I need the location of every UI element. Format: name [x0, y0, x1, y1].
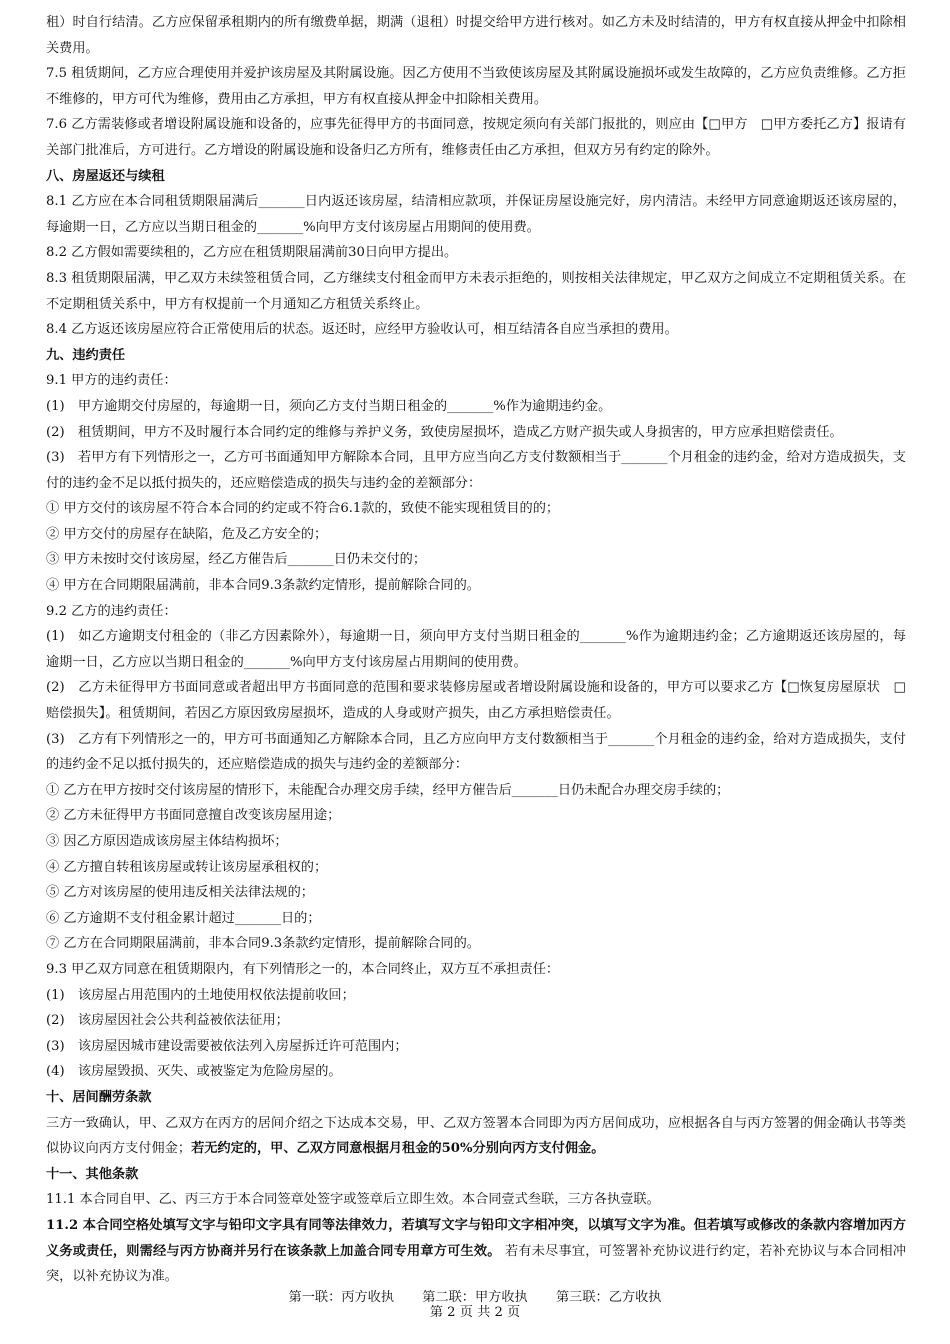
clause-paragraph: 7.6 乙方需装修或者增设附属设施和设备的，应事先征得甲方的书面同意，按规定须向有关部门报批的，则应由【□甲方 □甲方委托乙方】报请有关部门批准后，方可进行。乙方增设的附属设施和设备归乙方所有，维修责任由乙方承担，但双方另有约定的除外。 — [46, 117, 906, 158]
copy-3-label: 第三联：乙方收执 — [555, 1290, 662, 1305]
clause-paragraph: ② 甲方交付的房屋存在缺陷，危及乙方安全的； — [46, 526, 328, 542]
clause-paragraph: ④ 甲方在合同期限届满前，非本合同9.3条款约定情形，提前解除合同的。 — [46, 578, 480, 594]
clause-paragraph: (4) 该房屋毁损、灭失、或被鉴定为危险房屋的。 — [46, 1064, 342, 1080]
clause-paragraph: ⑦ 乙方在合同期限届满前，非本合同9.3条款约定情形，提前解除合同的。 — [46, 936, 480, 952]
clause-paragraph: (1) 如乙方逾期支付租金的（非乙方因素除外），每逾期一日，须向甲方支付当期日租金的_______%作为逾期违约金；乙方逾期返还该房屋的，每逾期一日，乙方应以当期日租金的_______%向甲方支付该房屋占用期间的使用费。 — [46, 629, 906, 670]
bold-clause-text: 11.2 本合同空格处填写文字与铅印文字具有同等法律效力，若填写文字与铅印文字相冲突，以填写文字为准。但若填写或修改的条款内容增加丙方义务或责任，则需经与丙方协商并另行在该条款上加盖合同专用章方可生效。 — [46, 1217, 906, 1259]
clause-paragraph: 8.4 乙方返还该房屋应符合正常使用后的状态。返还时，应经甲方验收认可，相互结清各自应当承担的费用。 — [46, 322, 678, 338]
clause-paragraph: ③ 甲方未按时交付该房屋，经乙方催告后_______日仍未交付的； — [46, 552, 427, 568]
clause-paragraph: ② 乙方未征得甲方书面同意擅自改变该房屋用途； — [46, 808, 341, 824]
clause-paragraph — [46, 1213, 906, 1290]
clause-paragraph: (2) 租赁期间，甲方不及时履行本合同约定的维修与养护义务，致使房屋损坏，造成乙方财产损失或人身损害的，甲方应承担赔偿责任。 — [46, 424, 843, 440]
contract-body — [46, 10, 906, 1290]
copy-distribution — [0, 1290, 950, 1305]
page-number: 第 2 页 共 2 页 — [429, 1305, 521, 1320]
clause-paragraph: 11.1 本合同自甲、乙、丙三方于本合同签章处签字或签章后立即生效。本合同壹式叁联，三方各执壹联。 — [46, 1192, 660, 1208]
clause-paragraph: 9.2 乙方的违约责任： — [46, 603, 177, 619]
clause-paragraph — [46, 1111, 906, 1162]
clause-paragraph: 7.5 租赁期间，乙方应合理使用并爱护该房屋及其附属设施。因乙方使用不当致使该房屋及其附属设施损坏或发生故障的，乙方应负责维修。乙方拒不维修的，甲方可代为维修，费用由乙方承担，甲方有权直接从押金中扣除相关费用。 — [46, 66, 906, 107]
clause-paragraph: ① 乙方在甲方按时交付该房屋的情形下，未能配合办理交房手续，经甲方催告后_______日仍未配合办理交房手续的； — [46, 782, 730, 798]
clause-paragraph: (2) 该房屋因社会公共利益被依法征用； — [46, 1013, 289, 1029]
clause-paragraph: ⑥ 乙方逾期不支付租金累计超过_______日的； — [46, 910, 321, 926]
clause-paragraph: (3) 该房屋因城市建设需要被依法列入房屋拆迁许可范围内； — [46, 1038, 408, 1054]
clause-paragraph: 8.3 租赁期限届满，甲乙双方未续签租赁合同，乙方继续支付租金而甲方未表示拒绝的，则按相关法律规定，甲乙双方之间成立不定期租赁关系。在不定期租赁关系中，甲方有权提前一个月通知乙方租赁关系终止。 — [46, 270, 906, 312]
page-footer — [0, 1290, 950, 1320]
clause-paragraph: (3) 乙方有下列情形之一的，甲方可书面通知乙方解除本合同，且乙方应向甲方支付数额相当于_______个月租金的违约金，给对方造成损失，支付的违约金不足以抵付损失的，还应赔偿造成的损失与违约金的差额部分： — [46, 731, 906, 773]
clause-paragraph: ③ 因乙方原因造成该房屋主体结构损坏； — [46, 834, 288, 849]
bold-clause-text: 若无约定的，甲、乙双方同意根据月租金的50%分别向丙方支付佣金。 — [191, 1141, 605, 1157]
clause-paragraph: 9.1 甲方的违约责任： — [46, 373, 177, 389]
section-heading: 九、违约责任 — [46, 347, 126, 363]
clause-paragraph: 租）时自行结清。乙方应保留承租期内的所有缴费单据，期满（退租）时提交给甲方进行核对。如乙方未及时结清的，甲方有权直接从押金中扣除相关费用。 — [46, 15, 906, 56]
clause-paragraph: (1) 该房屋占用范围内的土地使用权依法提前收回； — [46, 987, 355, 1003]
copy-2-label: 第二联：甲方收执 — [422, 1290, 528, 1305]
clause-paragraph: ① 甲方交付的该房屋不符合本合同的约定或不符合6.1款的，致使不能实现租赁目的的； — [46, 501, 560, 517]
clause-paragraph: ⑤ 乙方对该房屋的使用违反相关法律法规的； — [46, 885, 314, 901]
clause-paragraph: (3) 若甲方有下列情形之一，乙方可书面通知甲方解除本合同，且甲方应当向乙方支付数额相当于_______个月租金的违约金，给对方造成损失，支付的违约金不足以抵付损失的，还应赔偿造成的损失与违约金的差额部分： — [46, 450, 906, 491]
section-heading: 十一、其他条款 — [46, 1166, 139, 1182]
clause-paragraph: 8.2 乙方假如需要续租的，乙方应在租赁期限届满前30日向甲方提出。 — [46, 245, 458, 261]
section-heading: 八、房屋返还与续租 — [46, 168, 165, 184]
clause-paragraph: (1) 甲方逾期交付房屋的，每逾期一日，须向乙方支付当期日租金的_______%作为逾期违约金。 — [46, 398, 612, 414]
copy-1-label: 第一联：丙方收执 — [288, 1290, 395, 1305]
clause-text: 三方一致确认，甲、乙双方在丙方的居间介绍之下达成本交易，甲、乙双方签署本合同即为丙方居间成功，应根据各自与丙方签署的佣金确认书等类似协议向丙方支付佣金； — [46, 1115, 906, 1157]
section-heading: 十、居间酬劳条款 — [46, 1089, 152, 1105]
clause-paragraph: 8.1 乙方应在本合同租赁期限届满后_______日内返还该房屋，结清相应款项，并保证房屋设施完好，房内清洁。未经甲方同意逾期返还该房屋的，每逾期一日，乙方应以当期日租金的_______%向甲方支付该房屋占用期间的使用费。 — [46, 194, 906, 235]
clause-paragraph: 9.3 甲乙双方同意在租赁期限内，有下列情形之一的，本合同终止，双方互不承担责任： — [46, 961, 560, 977]
clause-text: 若有未尽事宜，可签署补充协议进行约定，若补充协议与本合同相冲突，以补充协议为准。 — [46, 1243, 906, 1285]
clause-paragraph: ④ 乙方擅自转租该房屋或转让该房屋承租权的； — [46, 859, 328, 875]
clause-paragraph: (2) 乙方未征得甲方书面同意或者超出甲方书面同意的范围和要求装修房屋或者增设附属设施和设备的，甲方可以要求乙方【□恢复房屋原状 □赔偿损失】。租赁期间，若因乙方原因致房屋损坏，造成的人身或财产损失，由乙方承担赔偿责任。 — [46, 680, 906, 722]
